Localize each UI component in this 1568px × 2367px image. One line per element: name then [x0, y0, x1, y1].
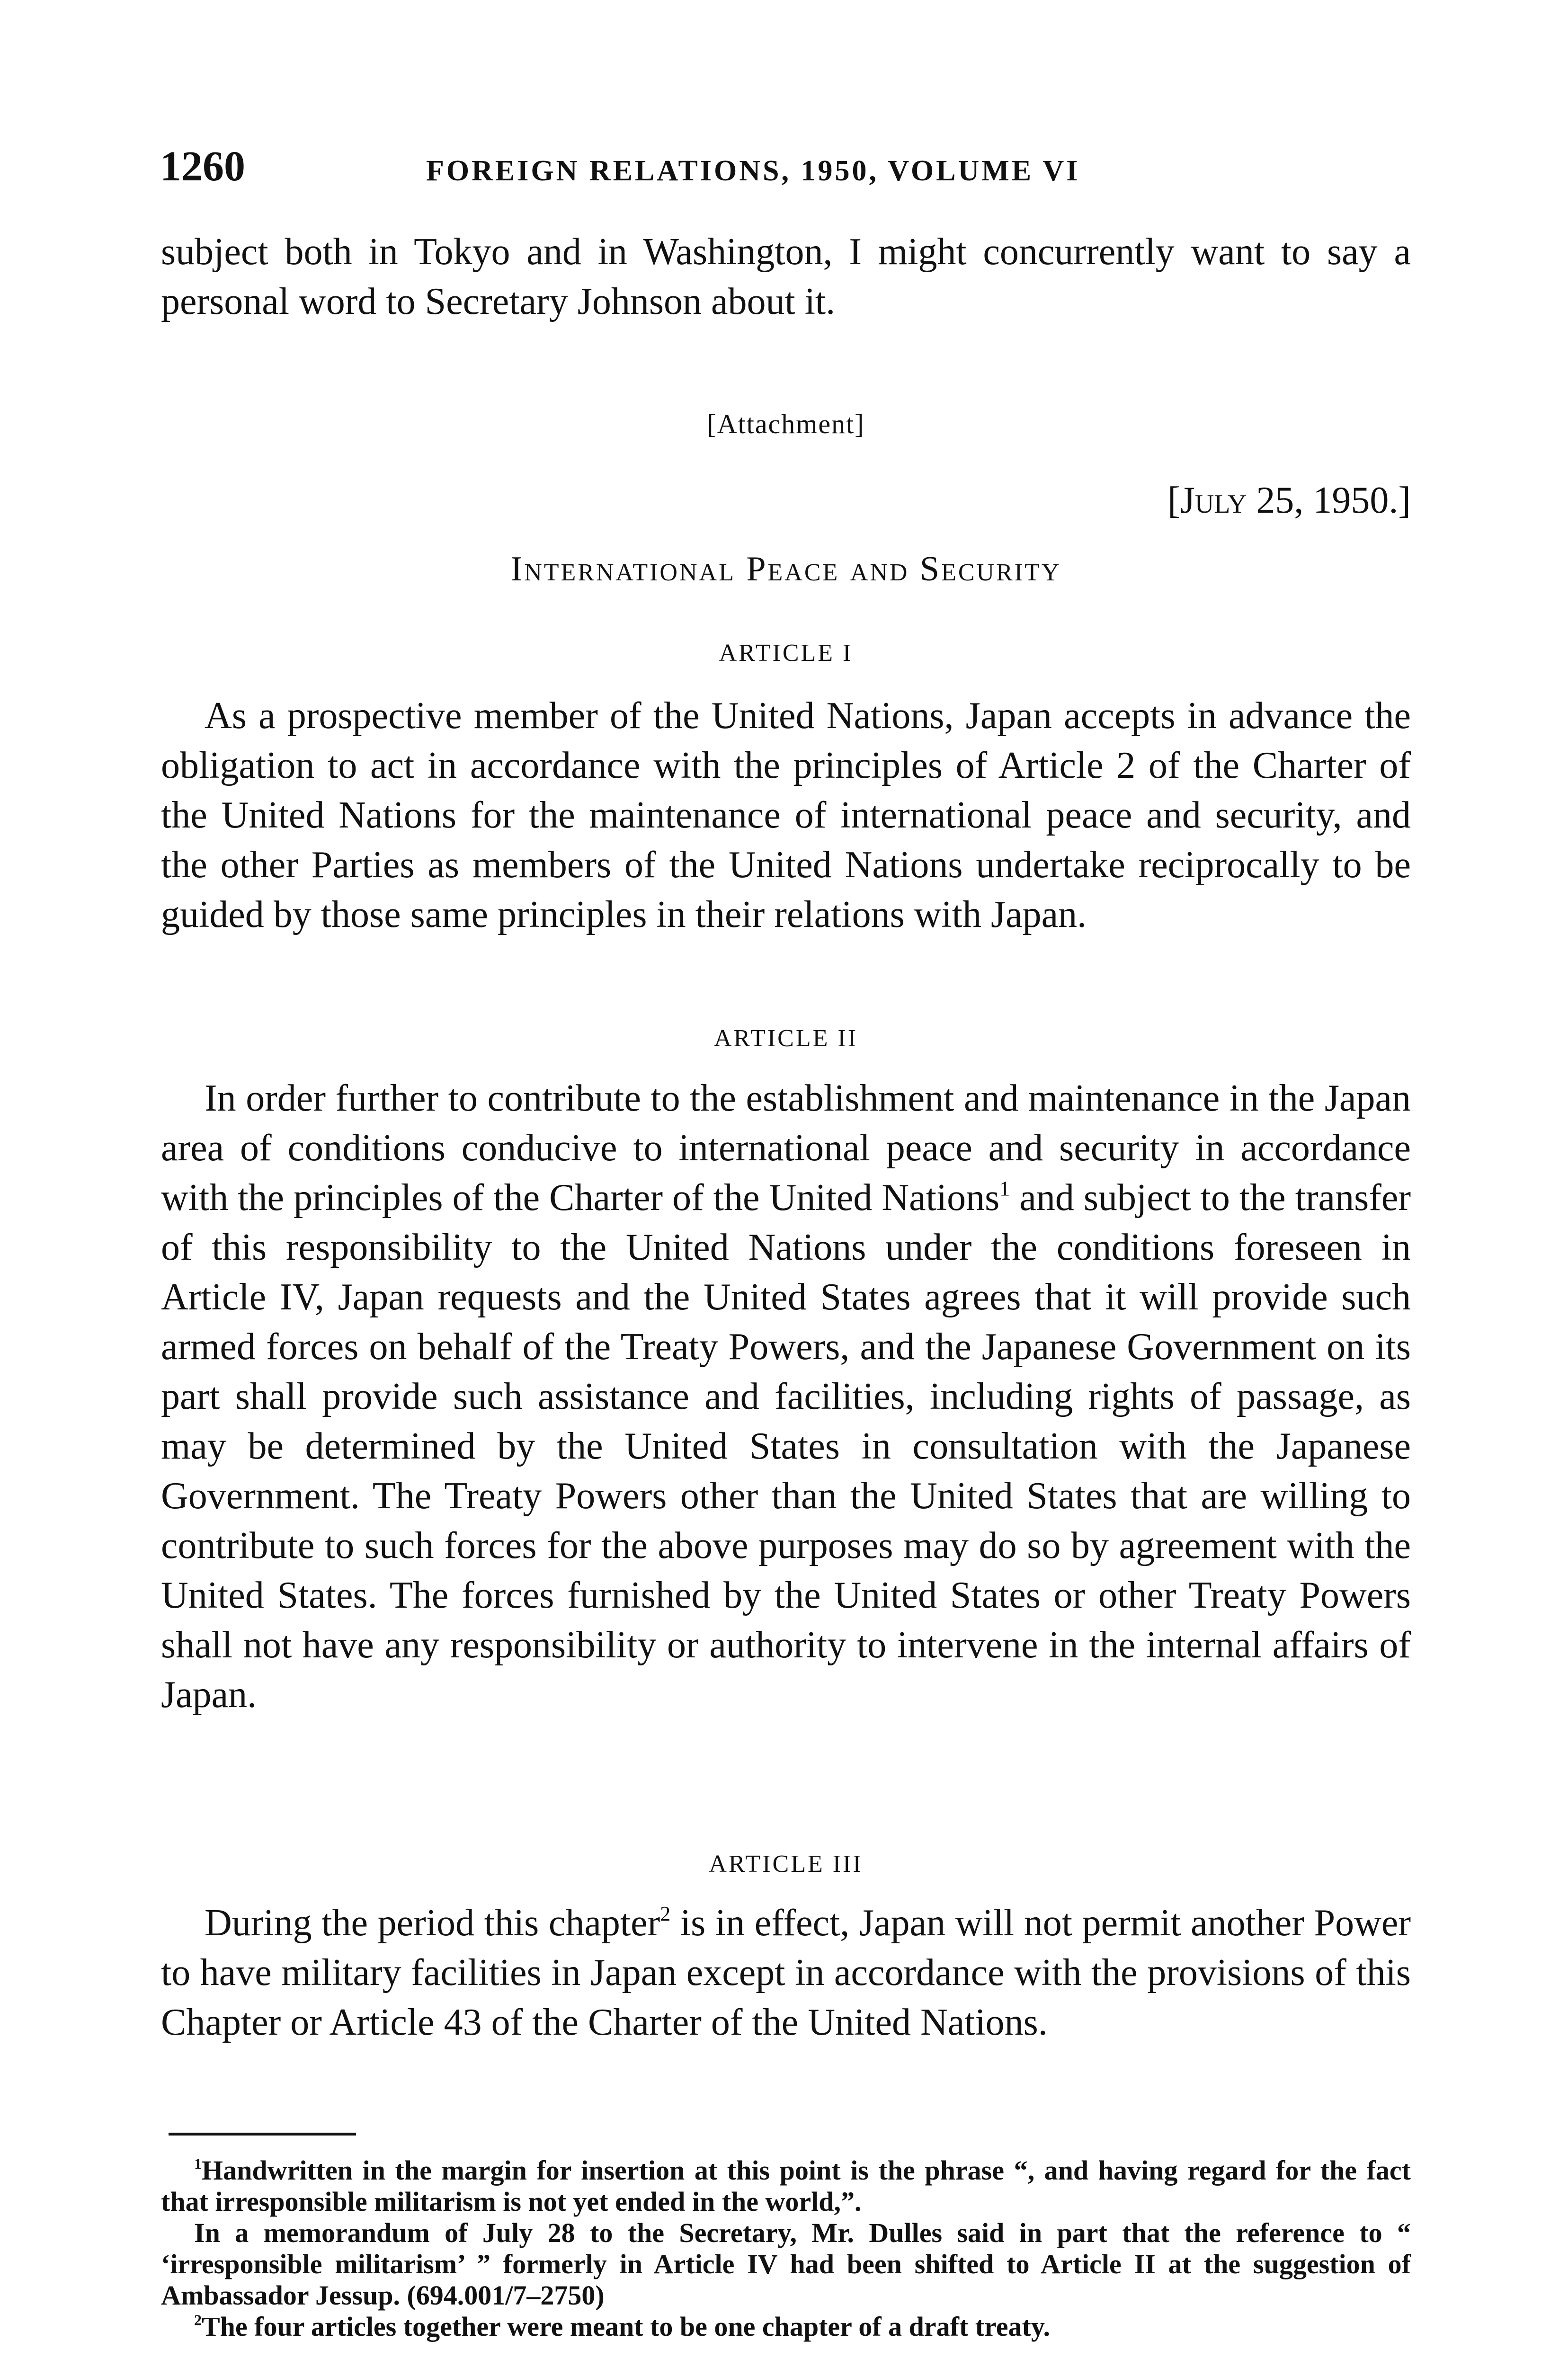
- attachment-date: [1167, 479, 1411, 522]
- article-1-heading: ARTICLE I: [719, 640, 853, 667]
- date-month: July: [1180, 480, 1247, 521]
- article-3-heading: ARTICLE III: [709, 1851, 863, 1878]
- attachment-label: [Attachment]: [707, 409, 865, 439]
- date-open-bracket: [: [1167, 480, 1180, 521]
- footnote-ref-2: 2: [660, 1902, 671, 1926]
- article-2-heading: ARTICLE II: [713, 1025, 858, 1052]
- date-rest: 25, 1950.]: [1247, 480, 1411, 521]
- footnote-1-text: Handwritten in the margin for insertion at this point is the phrase “, and having regard for the fact that irresponsible militarism is not yet ended in the world,”.: [161, 2155, 1411, 2217]
- footnote-2: [161, 2311, 1411, 2342]
- article-3-text-part-1: During the period this chapter: [205, 1902, 660, 1944]
- footnote-1-marker: 1: [194, 2155, 202, 2172]
- footnote-divider: [169, 2133, 356, 2136]
- continuation-paragraph: subject both in Tokyo and in Washington, I might concurrently want to say a personal word to Secretary Johnson about it.: [161, 231, 1411, 322]
- article-3-text-part-2: is in effect, Japan will not permit another Power to have military facilities in Japan except in accordance with the provisions of this Chapter or Article 43 of the Charter of the United Nations.: [161, 1902, 1411, 2043]
- footnote-ref-1: 1: [999, 1177, 1010, 1201]
- page-number: 1260: [160, 143, 245, 190]
- footnote-1-continued: [161, 2217, 1411, 2311]
- running-head: FOREIGN RELATIONS, 1950, VOLUME VI: [426, 155, 1080, 187]
- footnote-1: [161, 2155, 1411, 2217]
- article-2-text-part-2: and subject to the transfer of this responsibility to the United Nations under the conditions foreseen in Article IV, Japan requests and the United States agrees that it will provide such armed forces on behalf of the Treaty Powers, and the Japanese Government on its part shall provide such assistance and facilities, including rights of passage, as may be determined by the United States in consultation with the Japanese Government. The Treaty Powers other than the United States that are willing to contribute to such forces for the above purposes may do so by agreement with the United States. The forces furnished by the United States or other Treaty Powers shall not have any responsibility or authority to intervene in the internal affairs of Japan.: [161, 1177, 1411, 1716]
- article-1-text: As a prospective member of the United Nations, Japan accepts in advance the obligation to act in accordance with the principles of Article 2 of the Charter of the United Nations for the maintenance of international peace and security, and the other Parties as members of the United Nations undertake reciprocally to be guided by those same principles in their relations with Japan.: [161, 695, 1411, 935]
- article-2-text: [161, 1074, 1411, 1720]
- footnote-1-continued-text: In a memorandum of July 28 to the Secretary, Mr. Dulles said in part that the reference to “ ‘irresponsible militarism’ ” formerly in Article IV had been shifted to Article II at the suggestion of Ambassador Jessup. (694.001/7–2750): [161, 2217, 1411, 2311]
- article-2-text-part-1: In order further to contribute to the establishment and maintenance in the Japan area of conditions conducive to international peace and security in accordance with the principles of the Charter of the United Nations: [161, 1077, 1411, 1219]
- section-title: International Peace and Security: [510, 550, 1061, 588]
- article-3-text: [161, 1898, 1411, 2047]
- footnotes: [161, 2155, 1411, 2342]
- footnote-2-marker: 2: [194, 2312, 202, 2329]
- footnote-2-text: The four articles together were meant to be one chapter of a draft treaty.: [201, 2311, 1051, 2342]
- page-header: [160, 142, 1410, 199]
